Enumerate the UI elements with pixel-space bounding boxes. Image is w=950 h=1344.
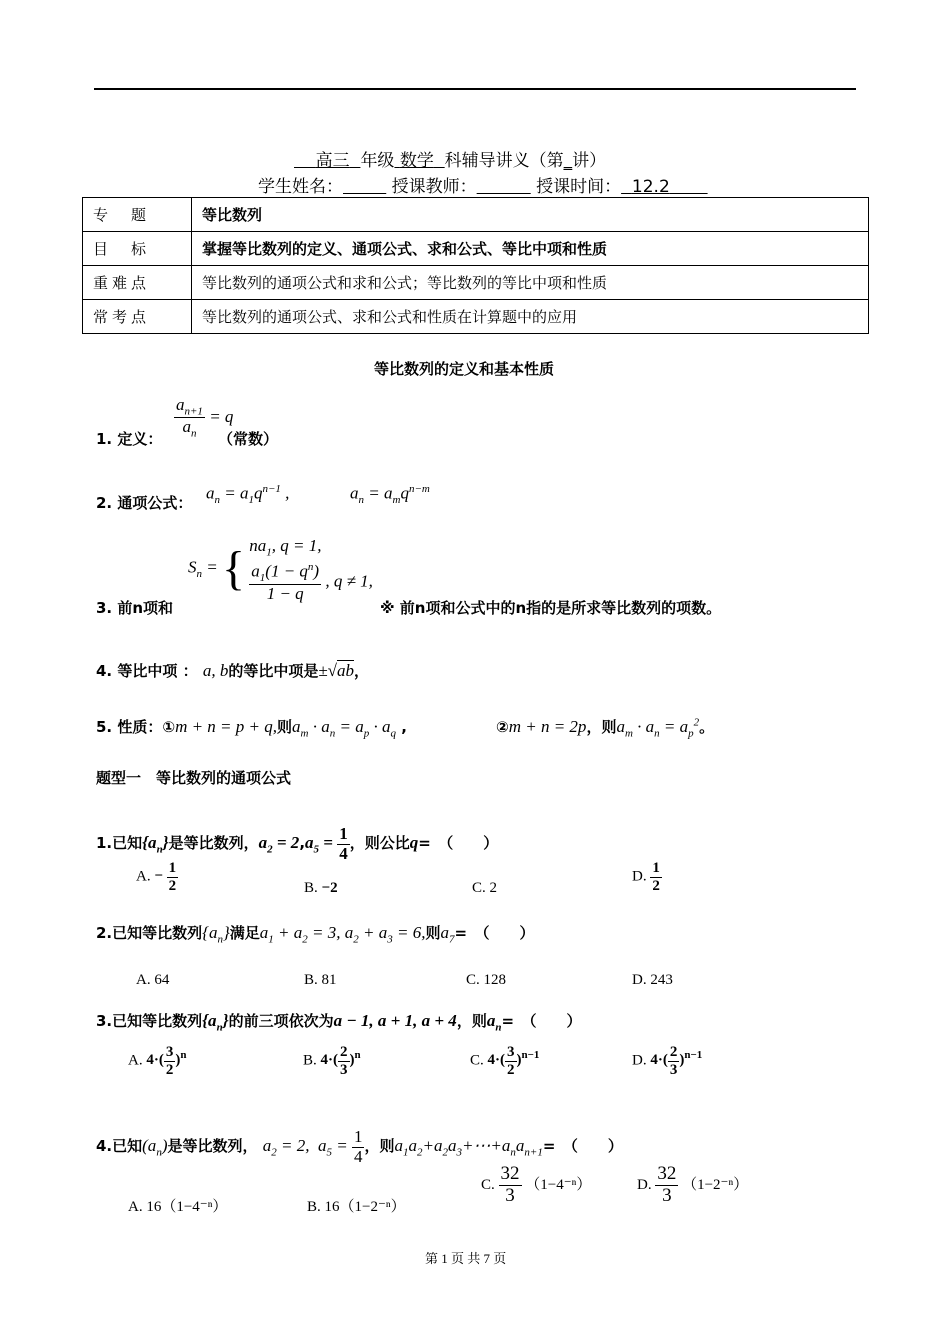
definition-note: （常数） [218, 430, 279, 448]
q4-option-c[interactable]: C. $\frac{32}{3}$ （1−4⁻ⁿ） [481, 1163, 592, 1206]
table-row: 目 标 掌握等比数列的定义、通项公式、求和公式、等比中项和性质 [83, 232, 869, 266]
sum-item: 3. 前n项和 [96, 599, 174, 617]
definition-formula: $\frac{a_{n+1}}{a_n}$ = q [176, 395, 234, 440]
q2-option-d[interactable]: D. 243 [632, 972, 673, 988]
q4-option-a[interactable]: A. 16（1−4⁻ⁿ） [128, 1199, 228, 1215]
q3-option-a[interactable]: A. 4·( $\frac{3}{2}$ )$^n$ [128, 1044, 187, 1078]
q3-option-d[interactable]: D. 4·( $\frac{2}{3}$ )$^{n-1}$ [632, 1044, 703, 1078]
q3-option-c[interactable]: C. 4·( $\frac{3}{2}$ )$^{n-1}$ [470, 1044, 540, 1078]
section-title: 等比数列的定义和基本性质 [374, 360, 555, 378]
general-term-item: 2. 通项公式： [96, 494, 193, 512]
general-term-formula-1: $a_n = a_1q^{n-1}$ , [206, 483, 290, 507]
q3-option-b[interactable]: B. 4·( $\frac{2}{3}$ )$^n$ [303, 1044, 361, 1078]
sum-note: ※ 前n项和公式中的n指的是所求等比数列的项数。 [380, 599, 722, 617]
type1-title: 题型一 等比数列的通项公式 [96, 769, 292, 787]
question-3: 3.已知等比数列$\{a_n\}$的前三项依次为a − 1, a + 1, a + 4，则$a_n=$ （ ） [96, 1011, 582, 1034]
q4-option-d[interactable]: D. $\frac{32}{3}$ （1−2⁻ⁿ） [637, 1163, 749, 1206]
q4-option-b[interactable]: B. 16（1−2⁻ⁿ） [307, 1199, 406, 1215]
property-item: 5. 性质：①m + n = p + q,则$a_m \cdot a_n = a_p \cdot a_q$ , [96, 717, 407, 740]
header-rule [94, 88, 856, 90]
q1-option-a[interactable]: A. − $\frac{1}{2}$ [136, 860, 177, 894]
q2-option-c[interactable]: C. 128 [466, 972, 507, 988]
q2-option-a[interactable]: A. 64 [136, 972, 170, 988]
table-row: 重难点 等比数列的通项公式和求和公式；等比数列的等比中项和性质 [83, 266, 869, 300]
q1-option-c[interactable]: C. 2 [472, 880, 498, 896]
sum-formula: $S_n$ = { $na_1$, q = 1, $\frac{a_1(1 - q^n)}{1 - q}$ , q ≠ 1, [188, 536, 373, 603]
q2-option-b[interactable]: B. 81 [304, 972, 337, 988]
property-item-2: ②m + n = 2p，则$a_m \cdot a_n = a_p^2$。 [496, 716, 715, 740]
general-term-formula-2: $a_n = a_mq^{n-m}$ [350, 483, 430, 507]
page-footer: 第 1 页 共 7 页 [425, 1251, 507, 1266]
question-1: 1.已知$\{a_n\}$是等比数列，$a_2 = 2,a_5$ = $\frac{1}{4}$ ，则公比q= （ ） [96, 824, 499, 863]
q1-option-d[interactable]: D. $\frac{1}{2}$ [632, 860, 660, 894]
mean-item: 4. 等比中项 ： a, b的等比中项是±√ab， [96, 661, 370, 680]
student-info-line: 学生姓名： 授课教师： 授课时间： 12.2 [258, 177, 670, 197]
table-row: 常考点 等比数列的通项公式、求和公式和性质在计算题中的应用 [83, 300, 869, 334]
question-4: 4.已知$(a_n)$是等比数列， $a_2 = 2$, $a_5$ = $\frac{1}{4}$ ，则$a_1a_2+a_2a_3+\cdots+a_na_{n+1}=$ （ ） [96, 1127, 623, 1166]
definition-item: 1. 定义： [96, 430, 163, 448]
page-title: 高三 年级 数学 科辅导讲义（第_讲） [315, 151, 607, 171]
table-row: 专 题 等比数列 [83, 198, 869, 232]
q1-option-b[interactable]: B. −2 [304, 880, 338, 896]
question-2: 2.已知等比数列$\{a_n\}$满足$a_1 + a_2 = 3$, $a_2 + a_3 = 6$,则$a_7=$ （ ） [96, 923, 535, 946]
info-table [82, 197, 869, 334]
